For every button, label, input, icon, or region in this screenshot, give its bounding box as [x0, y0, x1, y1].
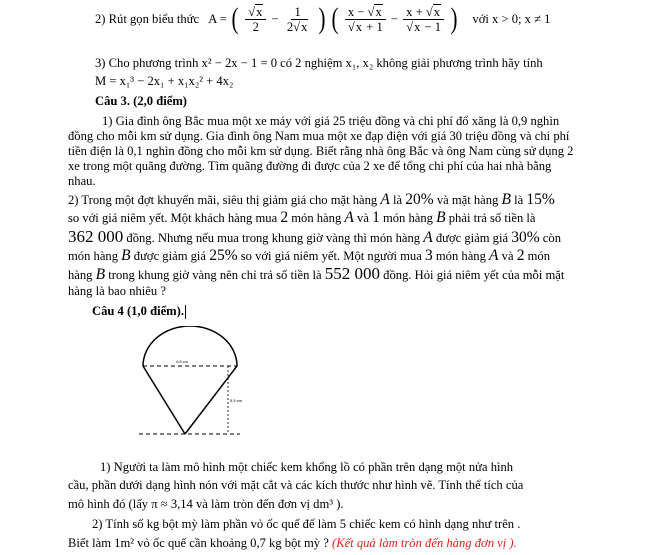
- minus-sign: −: [271, 11, 279, 26]
- domain-condition: với x > 0; x ≠ 1: [472, 11, 551, 26]
- diameter-label: 4,8 cm: [176, 359, 189, 364]
- q3-p2-line-3: 362 000 đồng. Nhưng nếu mua trong khung giờ vàng thì món hàng A được giảm giá 30% còn: [68, 227, 561, 246]
- q3-p1-line-4: xe trong một quãng đường. Tìm quãng đường đi được của 2 xe để tổng chi phí của hai nhà bằng: [68, 159, 552, 173]
- q3-p2-line-4: món hàng B được giảm giá 25% so với giá niêm yết. Một người mua 3 món hàng A và 2 món: [68, 247, 550, 264]
- q3-p2-line-6: hàng là bao nhiêu ?: [68, 284, 166, 298]
- q4-p1-line-2: cầu, phần dưới dạng hình nón với mặt cắt và các kích thước như hình vẽ. Tính thể tích của: [68, 478, 524, 492]
- expression-M: M = x₁³ − 2x₁ + x₁x₂² + 4x₂: [95, 74, 234, 88]
- expression-label-A: A =: [208, 11, 227, 26]
- minus-sign-2: −: [390, 11, 399, 26]
- fraction-third-term: $\frac{x - √x}{√x + 1}$: [345, 5, 386, 34]
- q3-p2-line-1: 2) Trong một đợt khuyến mãi, siêu thị giảm giá cho mặt hàng A là 20% và mặt hàng B là 15%: [68, 191, 555, 208]
- height-label: 5,5 cm: [230, 398, 243, 403]
- q4-p1-line-3: mô hình đó (lấy π ≈ 3,14 và làm tròn đến đơn vị dm³ ).: [68, 497, 344, 511]
- q3-p1-line-2: đồng cho mỗi km sử dụng. Gia đình ông Nam mua một xe đạp điện với giá 30 triệu đồng và chi phí: [68, 129, 570, 143]
- left-paren: (: [231, 2, 239, 35]
- q4-p2-line-2: Biết làm 1m² vỏ ốc quế cần khoảng 0,7 kg bột mỳ ? (Kết quả làm tròn đến hàng đơn vị ).: [68, 536, 517, 550]
- ice-cream-figure: [136, 326, 246, 442]
- simplify-intro: 2) Rút gọn biểu thức: [95, 11, 200, 26]
- question-3-heading: Câu 3. (2,0 điểm): [95, 94, 187, 108]
- right-paren: ): [318, 2, 326, 35]
- q3-p2-line-2: so với giá niêm yết. Một khách hàng mua 2 món hàng A và 1 món hàng B phải trả số tiền là: [68, 209, 536, 226]
- right-paren-2: ): [450, 2, 458, 35]
- rounding-note: (Kết quả làm tròn đến hàng đơn vị ).: [332, 536, 517, 550]
- q3-p1-line-3: tiền điện là 0,1 nghìn đồng cho mỗi km sử dụng. Biết rằng nhà ông Bắc và ông Nam cùng sử dụng 2: [68, 144, 574, 158]
- cone-left-edge: [143, 366, 185, 434]
- q3-p1-line-5: nhau.: [68, 174, 96, 188]
- simplify-expression-line: [95, 4, 550, 42]
- equation-statement: 3) Cho phương trình x² − 2x − 1 = 0 có 2 nghiệm x₁, x₂ không giải phương trình hãy tính: [95, 56, 543, 70]
- question-4-heading: Câu 4 (1,0 điểm).: [92, 304, 184, 318]
- text-cursor: [185, 305, 186, 319]
- q4-p2-line-1: 2) Tính số kg bột mỳ làm phần vỏ ốc quế để làm 5 chiếc kem có hình dạng như trên .: [92, 517, 521, 531]
- hemisphere-arc: [143, 326, 237, 366]
- q4-p1-line-1: 1) Người ta làm mô hình một chiếc kem khổng lồ có phần trên dạng một nửa hình: [100, 460, 514, 474]
- q3-p1-line-1: 1) Gia đình ông Bắc mua một xe máy với giá 25 triệu đồng và chi phí đổ xăng là 0,9 nghìn: [102, 114, 560, 128]
- fraction-fourth-term: $\frac{x + √x}{√x - 1}$: [403, 5, 444, 34]
- fraction-1-over-2sqrtx: $\frac{1}{2√x}$: [286, 4, 308, 34]
- q3-p2-line-5: hàng B trong khung giờ vàng nên chỉ trả số tiền là 552 000 đồng. Hỏi giá niêm yết của mỗi mặt: [68, 264, 565, 283]
- left-paren-2: (: [331, 2, 339, 35]
- fraction-sqrtx-over-2: $\frac{√x}{2}$: [245, 5, 266, 34]
